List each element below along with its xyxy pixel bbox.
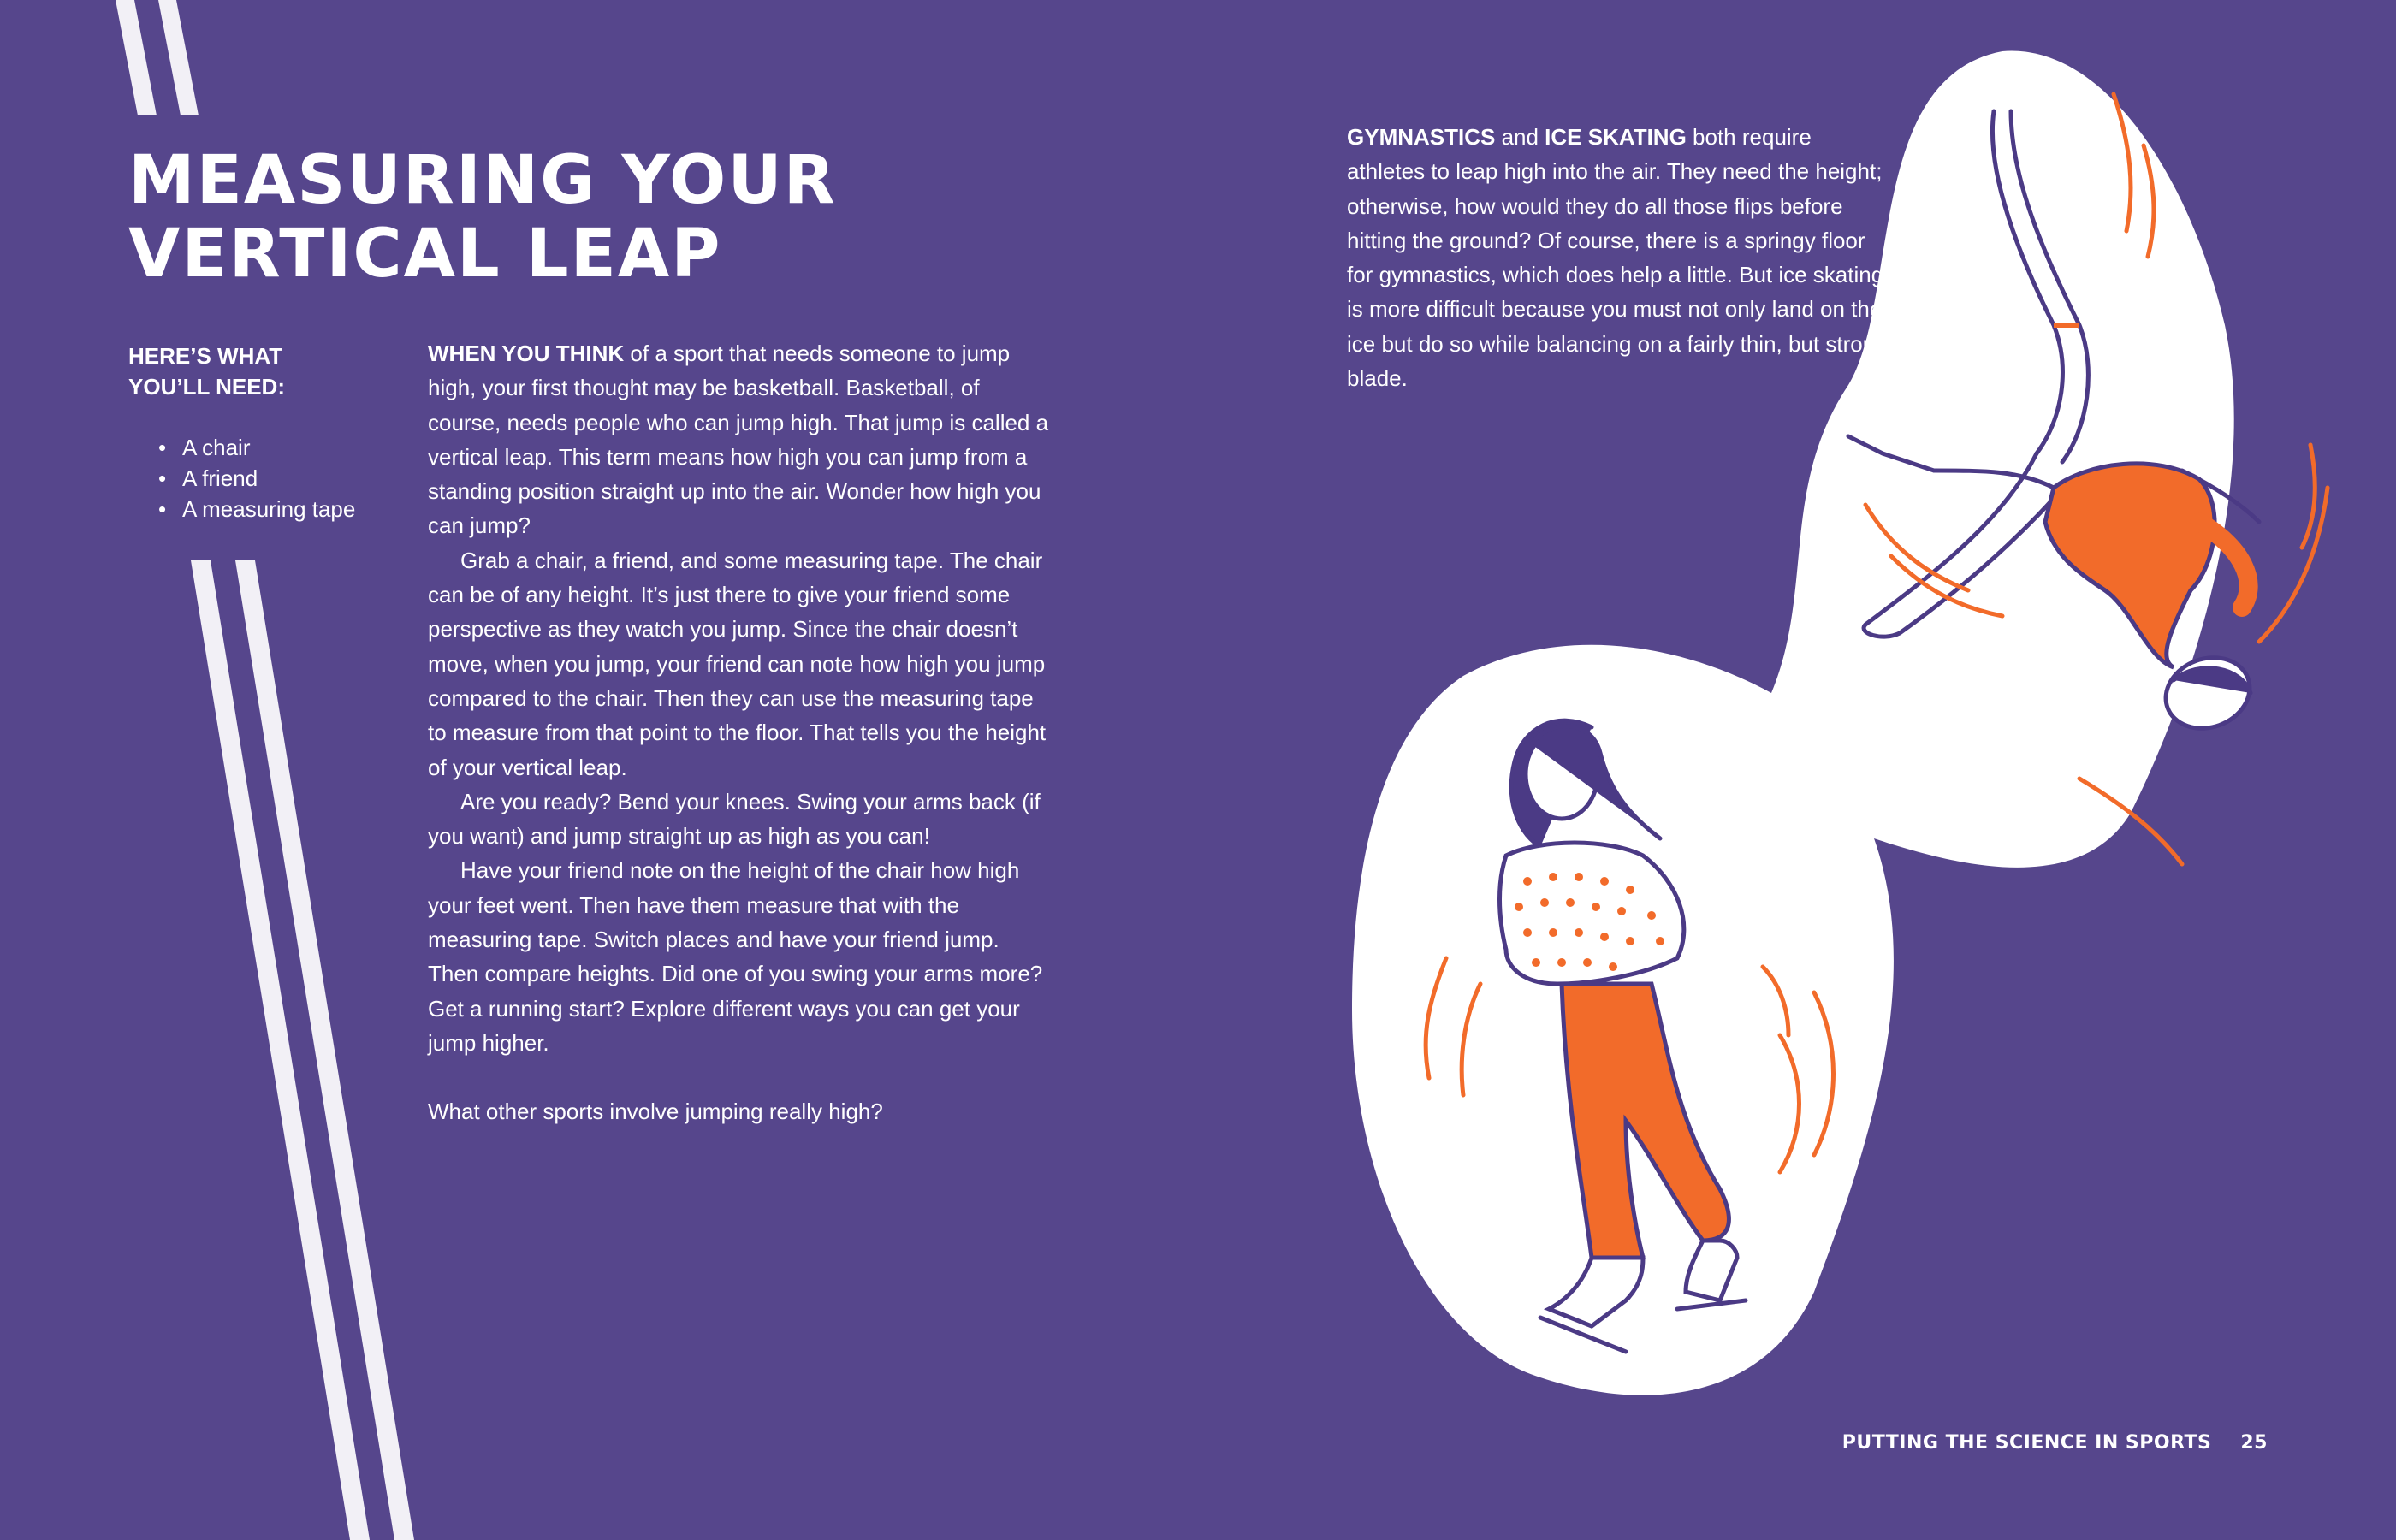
body-paragraph-1-text: of a sport that needs someone to jump high, your first thought may be basketball. Basketball, of course, needs people who can jump high. That jump is called a vertical leap. This term means how high you can jump from a standing position straight up into the air. Wonder how high you can jump? [428,341,1049,539]
supplies-heading-line-2: YOU’LL NEED: [128,374,285,400]
body-paragraph-2: Grab a chair, a friend, and some measuring tape. The chair can be of any height. It’s just there to give your friend some perspective as they watch you jump. Since the chair doesn’t move, when you jump, your friend can note how high you jump compared to the chair. Then they can use the measuring tape to measure from that point to the floor. That tells you the height of your vertical leap. [428,547,1047,780]
supplies-item-friend: • A friend [158,463,355,494]
sidebar-paragraph [1347,120,1895,395]
title-line-1: MEASURING YOUR [128,142,837,219]
sport-ice-skating: ICE SKATING [1545,124,1687,150]
body-paragraph-4: Have your friend note on the height of the chair how high your feet went. Then have them measure that with the measuring tape. Switch places and have your friend jump. Then compare heights. Did one of you swing your arms more? Get a running start? Explore different ways you can get your jump higher. [428,857,1043,1056]
supplies-list [158,432,355,524]
page-title [128,144,837,291]
body-paragraph-1 [428,336,1053,543]
main-body-text [428,336,1053,1129]
title-line-2: VERTICAL LEAP [128,216,722,293]
sidebar-text [1347,120,1895,395]
sport-gymnastics: GYMNASTICS [1347,124,1496,150]
supplies-item-measuring-tape: • A measuring tape [158,494,355,524]
supplies-item-chair: • A chair [158,432,355,463]
page-footer [1842,1432,2268,1454]
lead-in: WHEN YOU THINK [428,341,625,366]
running-footer-section: PUTTING THE SCIENCE IN SPORTS [1841,1432,2212,1454]
closing-question: What other sports involve jumping really high? [428,1099,883,1125]
body-paragraph-3: Are you ready? Bend your knees. Swing your arms back (if you want) and jump straight up as high as you can! [428,788,1041,850]
sidebar-and: and [1495,124,1545,150]
supplies-heading [128,341,385,402]
page-number: 25 [2240,1432,2268,1454]
supplies-heading-line-1: HERE’S WHAT [128,343,283,369]
sidebar-paragraph-text: both require athletes to leap high into the air. They need the height; otherwise, how would they do all those flips before hitting the ground? Of course, there is a springy floor for gymnastics, which does help a little. But ice skating is more difficult because you must not only land on the ice but do so while balancing on a fairly thin, but strong, blade. [1347,124,1894,392]
